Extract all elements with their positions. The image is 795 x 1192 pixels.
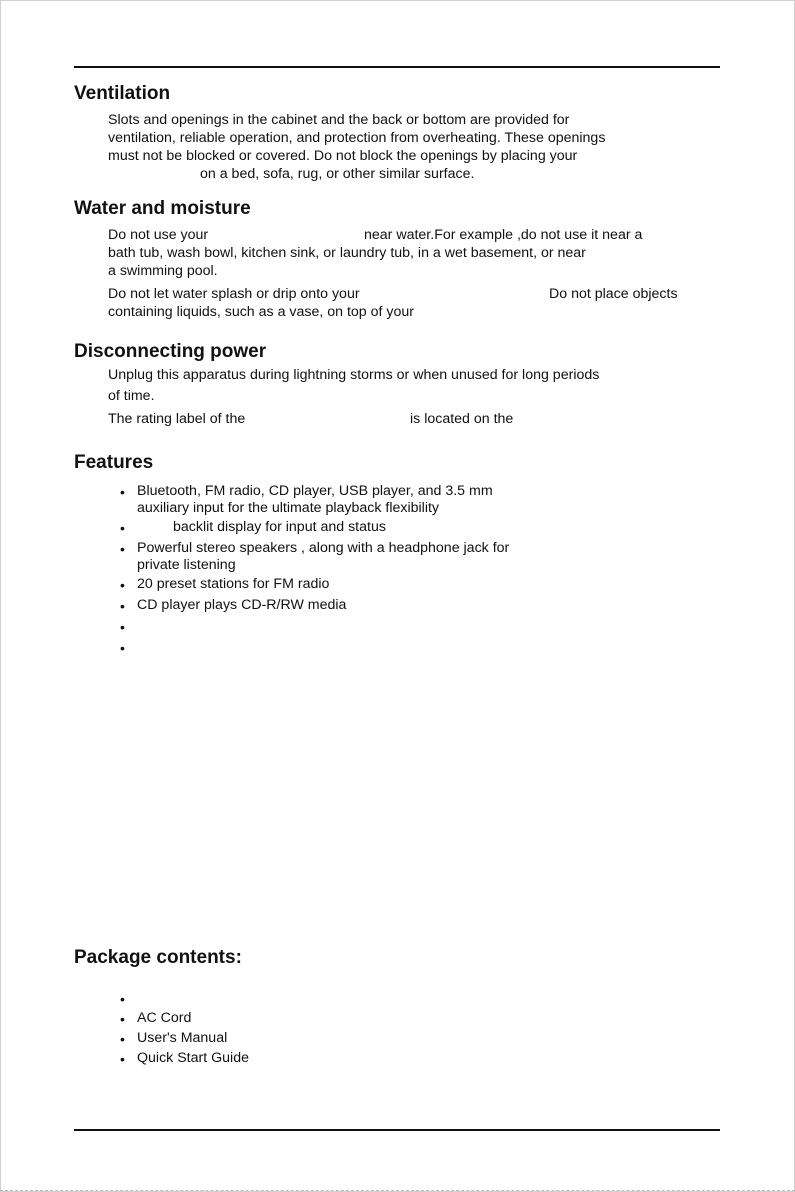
bullet: • xyxy=(120,640,125,656)
water-line-1b: near water.For example ,do not use it near a xyxy=(364,227,643,243)
feature-item-4: 20 preset stations for FM radio xyxy=(137,576,330,592)
water-line-4a: Do not let water splash or drip onto your xyxy=(108,286,360,302)
bottom-dashed-edge xyxy=(0,1190,795,1191)
bullet: • xyxy=(120,1031,125,1047)
feature-item-1-cont: auxiliary input for the ultimate playback flexibility xyxy=(137,500,440,516)
bullet: • xyxy=(120,484,125,500)
feature-item-1: Bluetooth, FM radio, CD player, USB player, and 3.5 mm xyxy=(137,483,493,499)
bullet: • xyxy=(120,520,125,536)
ventilation-line-4: on a bed, sofa, rug, or other similar surface. xyxy=(200,166,475,182)
ventilation-line-3: must not be blocked or covered. Do not block the openings by placing your xyxy=(108,148,578,164)
water-line-2: bath tub, wash bowl, kitchen sink, or laundry tub, in a wet basement, or near xyxy=(108,245,586,261)
power-line-3b: is located on the xyxy=(410,411,514,427)
feature-item-5: CD player plays CD-R/RW media xyxy=(137,597,347,613)
water-line-5: containing liquids, such as a vase, on top of your xyxy=(108,304,415,320)
bottom-rule xyxy=(74,1129,720,1131)
package-item-users-manual: User's Manual xyxy=(137,1030,228,1046)
power-line-1: Unplug this apparatus during lightning storms or when unused for long periods xyxy=(108,367,600,383)
water-line-4b: Do not place objects xyxy=(549,286,678,302)
package-item-ac-cord: AC Cord xyxy=(137,1010,192,1026)
heading-package-contents: Package contents: xyxy=(74,947,242,968)
heading-ventilation: Ventilation xyxy=(74,83,171,104)
feature-item-2: backlit display for input and status xyxy=(173,519,386,535)
power-line-2: of time. xyxy=(108,388,155,404)
power-line-3a: The rating label of the xyxy=(108,411,246,427)
water-line-3: a swimming pool. xyxy=(108,263,218,279)
bullet: • xyxy=(120,1011,125,1027)
feature-item-3: Powerful stereo speakers , along with a headphone jack for xyxy=(137,540,510,556)
heading-water-moisture: Water and moisture xyxy=(74,198,251,219)
top-rule xyxy=(74,66,720,68)
ventilation-line-1: Slots and openings in the cabinet and the back or bottom are provided for xyxy=(108,112,570,128)
bullet: • xyxy=(120,1051,125,1067)
bullet: • xyxy=(120,598,125,614)
heading-disconnecting-power: Disconnecting power xyxy=(74,341,267,362)
package-item-quick-start: Quick Start Guide xyxy=(137,1050,249,1066)
ventilation-line-2: ventilation, reliable operation, and protection from overheating. These openings xyxy=(108,130,606,146)
heading-features: Features xyxy=(74,452,154,473)
feature-item-3-cont: private listening xyxy=(137,557,236,573)
bullet: • xyxy=(120,991,125,1007)
bullet: • xyxy=(120,619,125,635)
bullet: • xyxy=(120,541,125,557)
water-line-1a: Do not use your xyxy=(108,227,209,243)
bullet: • xyxy=(120,577,125,593)
